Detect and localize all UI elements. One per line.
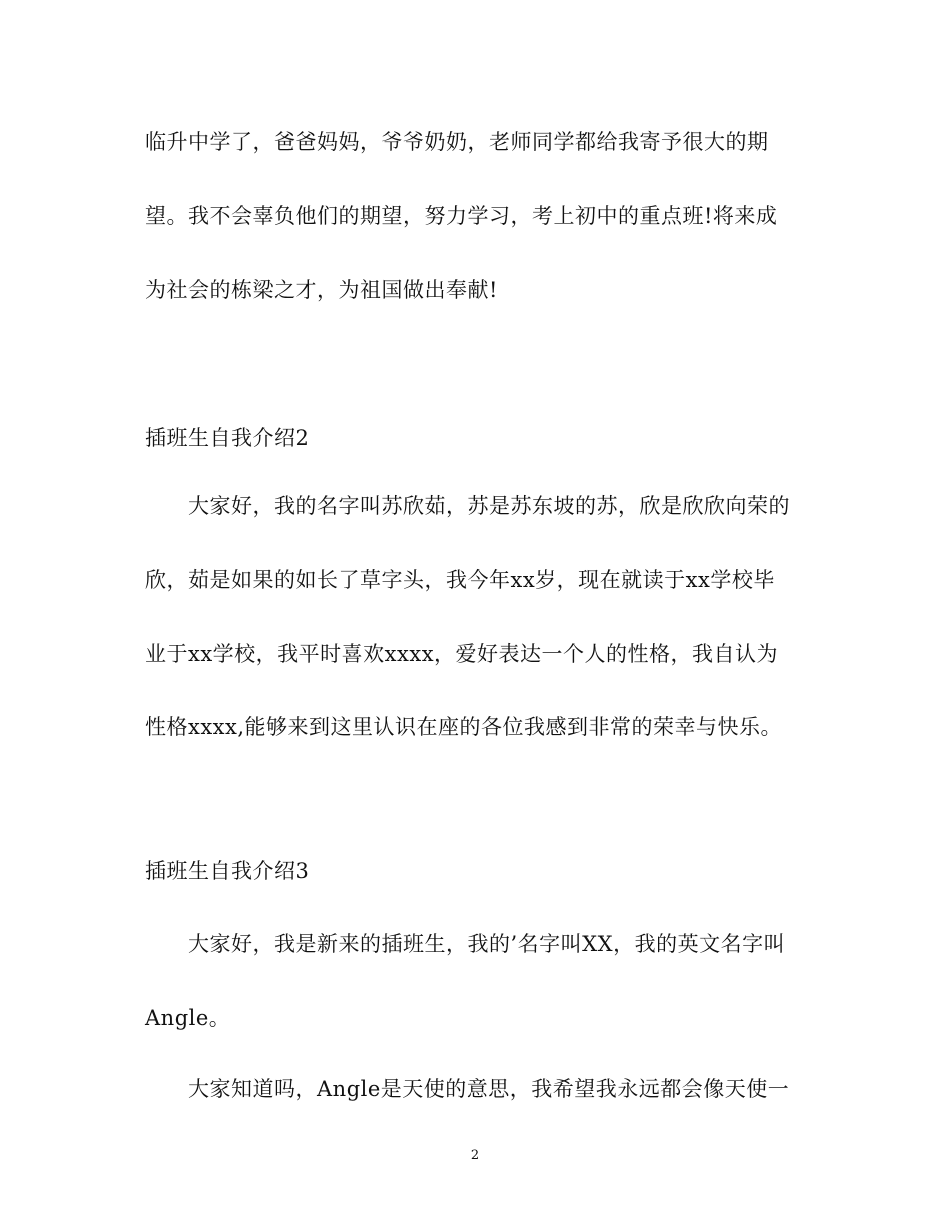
text-line: 大家好，我是新来的插班生，我的’名字叫XX，我的英文名字叫 [188, 932, 786, 956]
page-number: 2 [470, 1148, 480, 1163]
text-line: 为社会的栋梁之才，为祖国做出奉献! [145, 278, 498, 302]
section-heading-2: 插班生自我介绍2 [145, 426, 310, 450]
text-line: 望。我不会辜负他们的期望，努力学习，考上初中的重点班!将来成 [145, 204, 778, 228]
text-line: 性格xxxx,能够来到这里认识在座的各位我感到非常的荣幸与快乐。 [145, 715, 783, 739]
text-line: 大家好，我的名字叫苏欣茹，苏是苏东坡的苏，欣是欣欣向荣的 [188, 494, 790, 518]
text-line: 欣，茹是如果的如长了草字头，我今年xx岁，现在就读于xx学校毕 [145, 568, 775, 592]
text-line: 业于xx学校，我平时喜欢xxxx，爱好表达一个人的性格，我自认为 [145, 642, 779, 666]
text-line: Angle。 [145, 1006, 231, 1030]
text-line: 临升中学了，爸爸妈妈，爷爷奶奶，老师同学都给我寄予很大的期 [145, 130, 769, 154]
section-heading-3: 插班生自我介绍3 [145, 859, 310, 883]
text-line: 大家知道吗，Angle是天使的意思，我希望我永远都会像天使一 [188, 1077, 790, 1101]
